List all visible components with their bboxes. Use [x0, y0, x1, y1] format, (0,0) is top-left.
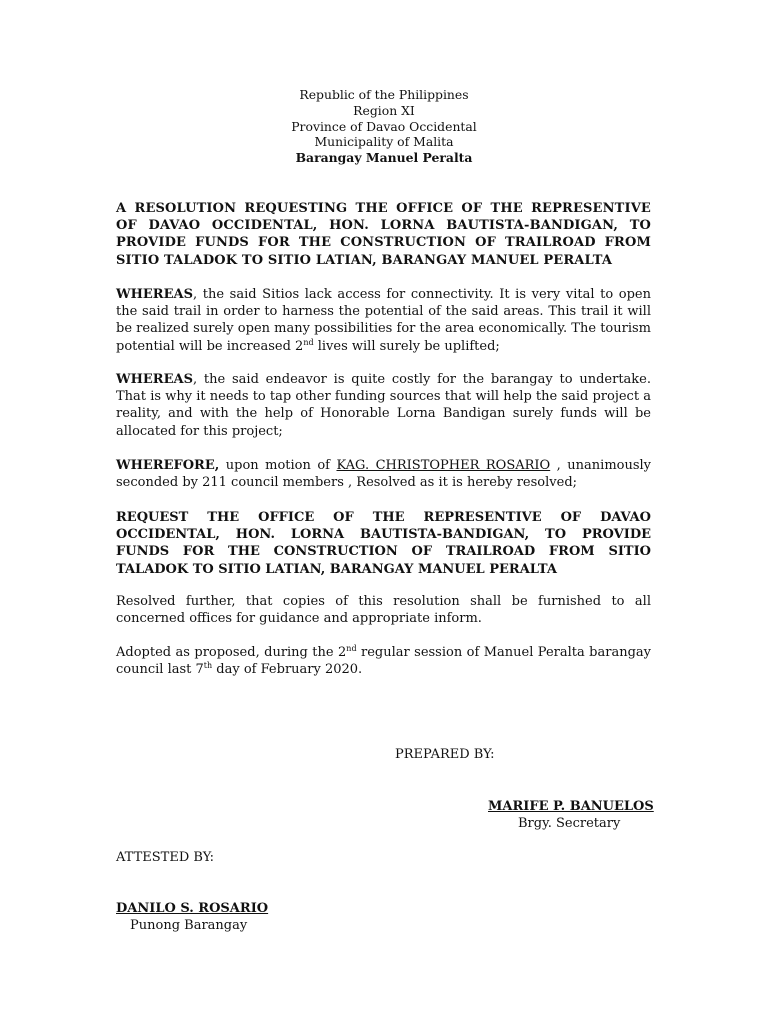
- wherefore-lead: WHEREFORE,: [116, 458, 220, 473]
- header-region: Region XI: [353, 102, 415, 118]
- wherefore-paragraph: [116, 457, 651, 491]
- secretary-name: MARIFE P. BANUELOS: [488, 799, 654, 814]
- resolved-further-paragraph: Resolved further, that copies of this resolution shall be furnished to all concerned offices for guidance and appropriate inform.: [116, 594, 651, 627]
- header-municipality: Municipality of Malita: [314, 134, 454, 150]
- header-country: Republic of the Philippines: [299, 87, 469, 102]
- secretary-title: Brgy. Secretary: [518, 816, 621, 831]
- header-barangay: Barangay Manuel Peralta: [295, 150, 473, 166]
- adopted-text-a: Adopted as proposed, during the 2: [116, 645, 347, 660]
- mover-name: KAG. CHRISTOPHER ROSARIO: [336, 458, 551, 473]
- whereas-text-1a: , the said Sitios lack access for connectivity. It is very vital to open the said trail in order to harness the potential of the said areas. This trail it will be realized surely open many possibilities for the area economically. The tourism potential will be increased 2: [116, 287, 651, 354]
- document-header: [0, 87, 768, 166]
- whereas-text-1b: lives will surely be uplifted;: [313, 338, 500, 354]
- whereas-paragraph-1: [116, 286, 651, 355]
- wherefore-text-b: , unanimously seconded by 211 council members , Resolved as it is hereby resolved;: [116, 458, 652, 491]
- wherefore-text-a: upon motion of: [219, 458, 337, 473]
- whereas-paragraph-2: [116, 371, 651, 440]
- request-paragraph: REQUEST THE OFFICE OF THE REPRESENTIVE OF DAVAO OCCIDENTAL, HON. LORNA BAUTISTA-BANDIGAN, TO PROVIDE FUNDS FOR THE CONSTRUCTION OF TRAILROAD FROM SITIO TALADOK TO SITIO LATIAN, BARANGAY MANUEL PERALTA: [116, 510, 651, 577]
- ordinal-suffix: nd: [303, 337, 314, 347]
- punong-barangay-name: DANILO S. ROSARIO: [116, 901, 269, 916]
- adopted-text-b: regular session of Manuel Peralta barangay council last 7: [116, 645, 651, 678]
- adopted-paragraph: [116, 644, 651, 678]
- whereas-lead-2: WHEREAS: [116, 372, 193, 387]
- prepared-by-label: PREPARED BY:: [395, 747, 495, 762]
- whereas-text-2: , the said endeavor is quite costly for the barangay to undertake. That is why it needs to tap other funding sources that will help the said project a reality, and with the help of Honorable Lorna Bandigan surely funds will be allocated for this project;: [116, 372, 651, 439]
- attested-by-label: ATTESTED BY:: [116, 850, 215, 865]
- ordinal-suffix: th: [203, 661, 213, 671]
- header-province: Province of Davao Occidental: [291, 118, 477, 134]
- punong-barangay-title: Punong Barangay: [130, 918, 248, 933]
- ordinal-suffix: nd: [346, 644, 357, 653]
- adopted-text-c: day of February 2020.: [212, 662, 363, 678]
- resolution-title: A RESOLUTION REQUESTING THE OFFICE OF THE REPRESENTIVE OF DAVAO OCCIDENTAL, HON. LORNA BAUTISTA-BANDIGAN, TO PROVIDE FUNDS FOR THE CONSTRUCTION OF TRAILROAD FROM SITIO TALADOK TO SITIO LATIAN, BARANGAY MANUEL PERALTA: [116, 201, 651, 268]
- whereas-lead-1: WHEREAS: [116, 287, 193, 302]
